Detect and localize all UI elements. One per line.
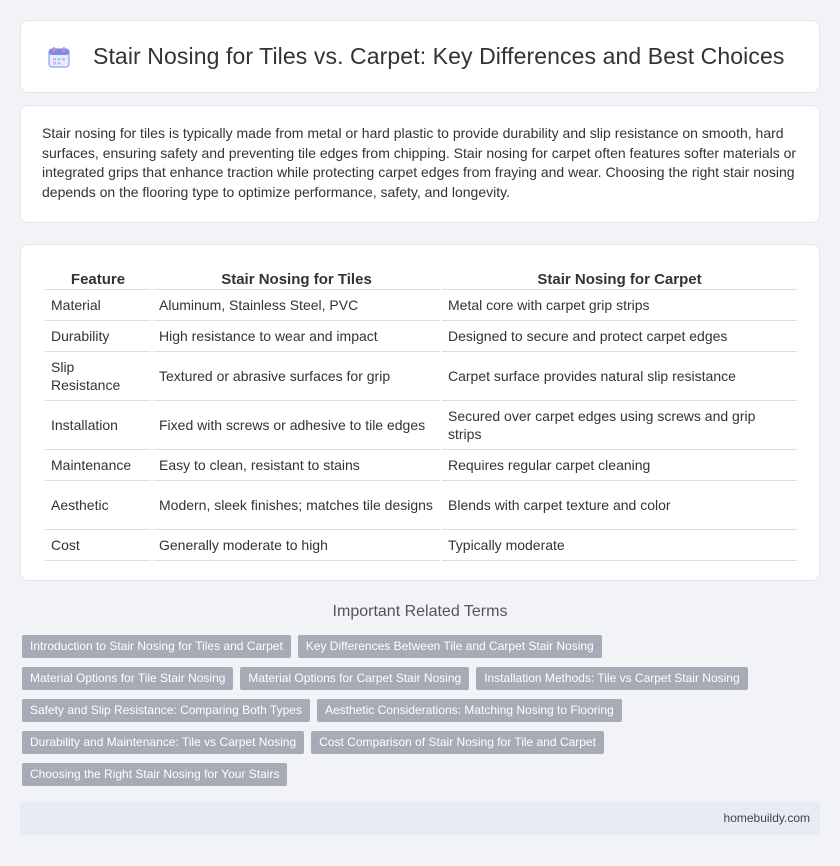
table-cell: Textured or abrasive surfaces for grip <box>153 352 440 401</box>
related-term-tag[interactable]: Cost Comparison of Stair Nosing for Tile and Carpet <box>311 731 604 754</box>
table-cell: Aluminum, Stainless Steel, PVC <box>153 290 440 321</box>
table-cell: Maintenance <box>45 450 151 481</box>
table-cell: High resistance to wear and impact <box>153 321 440 352</box>
intro-section <box>20 105 820 223</box>
related-term-tag[interactable]: Material Options for Carpet Stair Nosing <box>240 667 469 690</box>
table-cell: Carpet surface provides natural slip resistance <box>442 352 797 401</box>
table-cell: Blends with carpet texture and color <box>442 481 797 530</box>
related-term-tag[interactable]: Material Options for Tile Stair Nosing <box>22 667 233 690</box>
header-tiles: Stair Nosing for Tiles <box>153 265 440 290</box>
footer <box>20 802 820 835</box>
table-cell: Requires regular carpet cleaning <box>442 450 797 481</box>
related-term-tag[interactable]: Safety and Slip Resistance: Comparing Both Types <box>22 699 310 722</box>
related-term-tag[interactable]: Durability and Maintenance: Tile vs Carpet Nosing <box>22 731 304 754</box>
related-term-tag[interactable]: Introduction to Stair Nosing for Tiles and Carpet <box>22 635 291 658</box>
related-terms-title: Important Related Terms <box>332 603 508 620</box>
table-cell: Secured over carpet edges using screws and grip strips <box>442 401 797 450</box>
table-row <box>45 401 797 450</box>
header-carpet: Stair Nosing for Carpet <box>442 265 797 290</box>
table-row <box>45 530 797 561</box>
comparison-table <box>43 265 799 561</box>
header-feature: Feature <box>45 265 151 290</box>
calendar-icon <box>47 45 71 69</box>
related-terms-list <box>22 635 812 786</box>
table-cell: Material <box>45 290 151 321</box>
table-cell: Durability <box>45 321 151 352</box>
table-row <box>45 321 797 352</box>
table-cell: Slip Resistance <box>45 352 151 401</box>
table-cell: Installation <box>45 401 151 450</box>
related-term-tag[interactable]: Key Differences Between Tile and Carpet Stair Nosing <box>298 635 602 658</box>
footer-site[interactable]: homebuildy.com <box>723 811 810 825</box>
table-row <box>45 481 797 530</box>
table-row <box>45 290 797 321</box>
table-row <box>45 450 797 481</box>
table-cell: Modern, sleek finishes; matches tile designs <box>153 481 440 530</box>
table-cell: Fixed with screws or adhesive to tile edges <box>153 401 440 450</box>
comparison-section <box>20 244 820 581</box>
table-header-row <box>45 265 797 290</box>
related-term-tag[interactable]: Aesthetic Considerations: Matching Nosing to Flooring <box>317 699 622 722</box>
table-cell: Designed to secure and protect carpet edges <box>442 321 797 352</box>
table-cell: Easy to clean, resistant to stains <box>153 450 440 481</box>
table-cell: Generally moderate to high <box>153 530 440 561</box>
table-cell: Typically moderate <box>442 530 797 561</box>
table-cell: Aesthetic <box>45 481 151 530</box>
intro-text: Stair nosing for tiles is typically made from metal or hard plastic to provide durability and slip resistance on smooth, hard surfaces, ensuring safety and preventing tile edges from chipping. Stair nosing for carpet often features softer materials or integrated grips that enhance traction while protecting carpet edges from fraying and wear. Choosing the right stair nosing depends on the flooring type to optimize performance, safety, and longevity. <box>42 125 797 200</box>
table-cell: Metal core with carpet grip strips <box>442 290 797 321</box>
page-header <box>20 20 820 93</box>
table-row <box>45 352 797 401</box>
table-cell: Cost <box>45 530 151 561</box>
related-term-tag[interactable]: Installation Methods: Tile vs Carpet Stair Nosing <box>476 667 747 690</box>
related-term-tag[interactable]: Choosing the Right Stair Nosing for Your Stairs <box>22 763 287 786</box>
page-title: Stair Nosing for Tiles vs. Carpet: Key Differences and Best Choices <box>93 43 785 69</box>
